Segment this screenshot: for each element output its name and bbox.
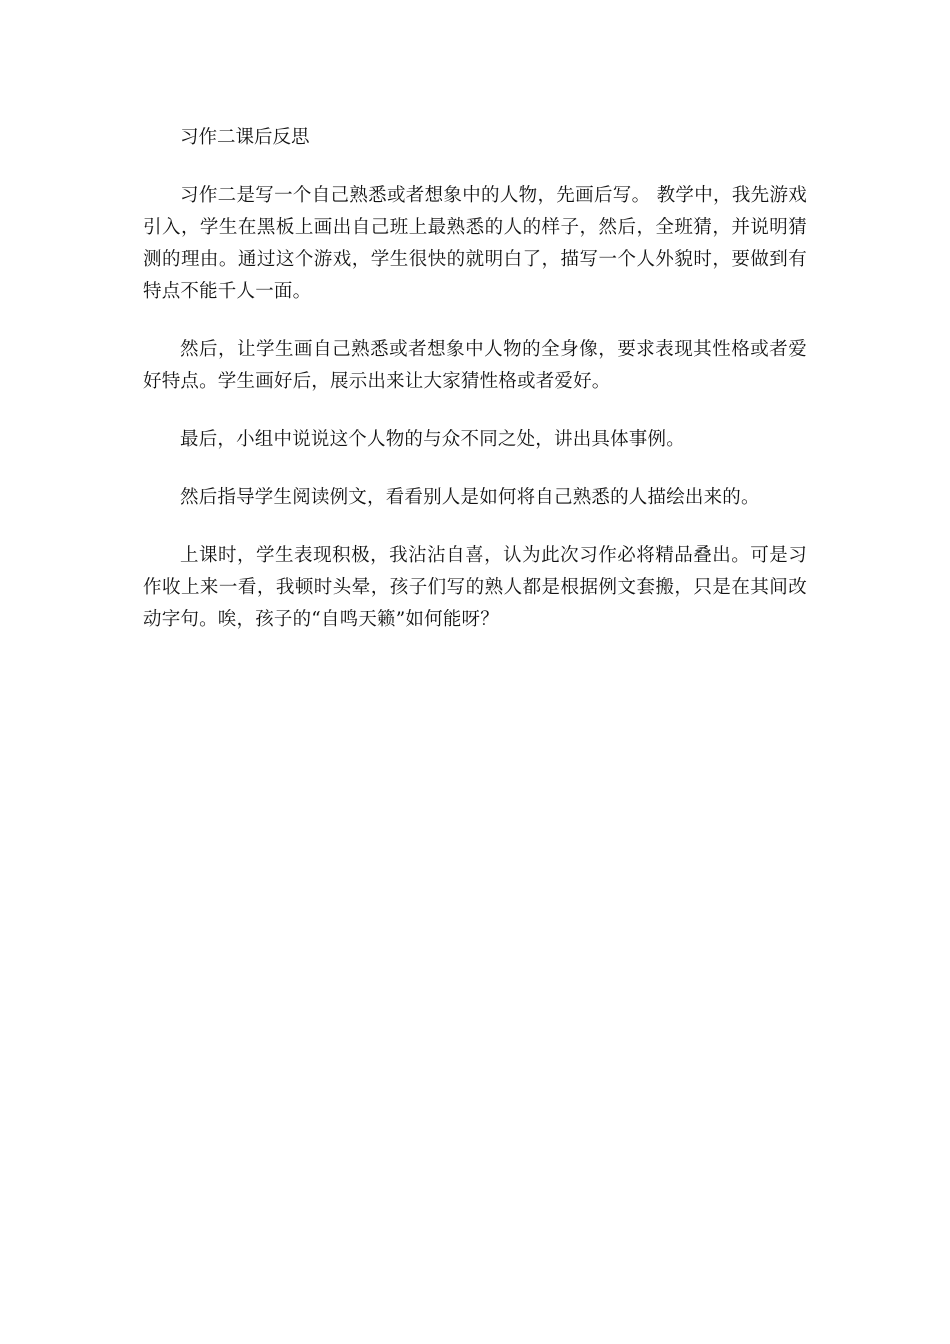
- paragraph-group-talk: 最后，小组中说说这个人物的与众不同之处，讲出具体事例。: [180, 429, 685, 450]
- paragraph-intro: 习作二是写一个自己熟悉或者想象中的人物，先画后写。 教学中，我先游戏引入，学生在黑板上画出自己班上最熟悉的人的样子，然后，全班猜，并说明猜测的理由。通过这个游戏，学生很快的就明白了，描写一个人外貌时，要做到有特点不能千人一面。: [143, 185, 807, 302]
- document-body: [143, 122, 807, 636]
- paragraph-reflection: 上课时，学生表现积极，我沾沾自喜，认为此次习作必将精品叠出。可是习作收上来一看，我顿时头晕，孩子们写的熟人都是根据例文套搬，只是在其间改动字句。唉，孩子的“自鸣天籁”如何能呀？: [143, 545, 807, 630]
- paragraph-example-reading: 然后指导学生阅读例文，看看别人是如何将自己熟悉的人描绘出来的。: [180, 487, 760, 508]
- document-title: 习作二课后反思: [180, 127, 310, 148]
- paragraph-drawing: 然后，让学生画自己熟悉或者想象中人物的全身像，要求表现其性格或者爱好特点。学生画好后，展示出来让大家猜性格或者爱好。: [143, 339, 807, 392]
